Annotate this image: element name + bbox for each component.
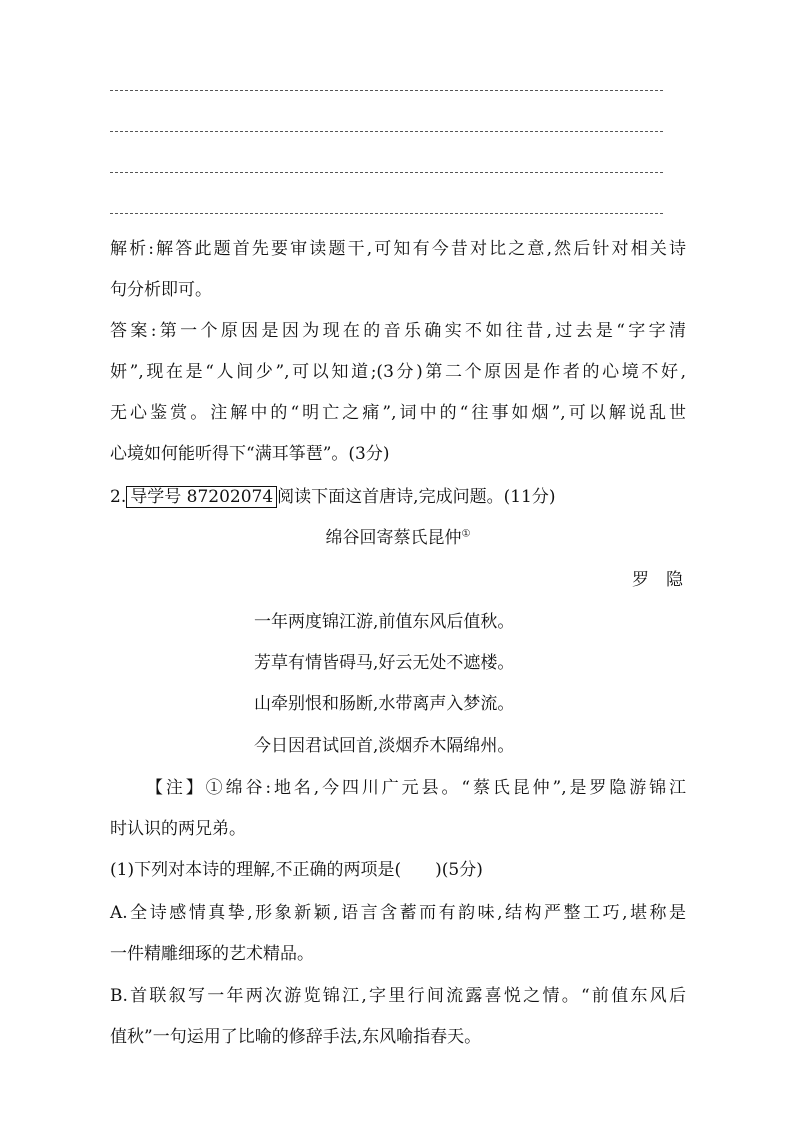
question-number: 2.: [110, 487, 127, 507]
note-line-1: 【注】①绵谷:地名,今四川广元县。“蔡氏昆仲”,是罗隐游锦江: [146, 778, 686, 798]
answer-line-2: [110, 131, 663, 132]
answer-line-4: [110, 213, 663, 214]
answer-line-1: [110, 90, 663, 91]
answer-text-line-3: 无心鉴赏。注解中的“明亡之痛”,词中的“往事如烟”,可以解说乱世: [110, 403, 686, 423]
answer-line-3: [110, 172, 663, 173]
option-b-line-1: B.首联叙写一年两次游览锦江,字里行间流露喜悦之情。“前值东风后: [110, 986, 686, 1006]
option-a-line-2: 一件精雕细琢的艺术精品。: [110, 944, 314, 964]
footnote-mark: ①: [461, 528, 471, 540]
answer-text-line-4: 心境如何能听得下“满耳筝琶”。(3分): [110, 444, 390, 464]
poem-title-text: 绵谷回寄蔡氏昆仲: [325, 528, 462, 548]
analysis-line-2: 句分析即可。: [110, 280, 212, 300]
poem-author: 罗 隐: [632, 570, 683, 590]
answer-text-line-2: 妍”,现在是“人间少”,可以知道;(3分)第二个原因是作者的心境不好,: [110, 362, 686, 382]
poem-title: [110, 527, 686, 549]
poem-line-4: 今日因君试回首,淡烟乔木隔绵州。: [254, 736, 515, 756]
sub-question-prefix: (1)下列对本诗的理解,不正确的两项是(: [110, 860, 402, 880]
sub-question-suffix: )(5分): [435, 860, 483, 880]
option-a-line-1: A.全诗感情真挚,形象新颖,语言含蓄而有韵味,结构严整工巧,堪称是: [110, 903, 686, 923]
sub-question-1: [110, 859, 686, 881]
question-prompt: 阅读下面这首唐诗,完成问题。(11分): [277, 487, 556, 507]
option-b-line-2: 值秋”一句运用了比喻的修辞手法,东风喻指春天。: [110, 1027, 482, 1047]
analysis-line-1: 解析:解答此题首先要审读题干,可知有今昔对比之意,然后针对相关诗: [110, 239, 686, 259]
poem-line-3: 山牵别恨和肠断,水带离声入梦流。: [254, 694, 515, 714]
guide-number-box[interactable]: 导学号 87202074: [126, 486, 277, 508]
poem-line-2: 芳草有情皆碍马,好云无处不遮楼。: [254, 653, 515, 673]
poem-line-1: 一年两度锦江游,前值东风后值秋。: [254, 612, 515, 632]
question-2: [110, 486, 686, 508]
note-line-2: 时认识的两兄弟。: [110, 819, 246, 839]
answer-text-line-1: 答案:第一个原因是因为现在的音乐确实不如往昔,过去是“字字清: [110, 321, 686, 341]
